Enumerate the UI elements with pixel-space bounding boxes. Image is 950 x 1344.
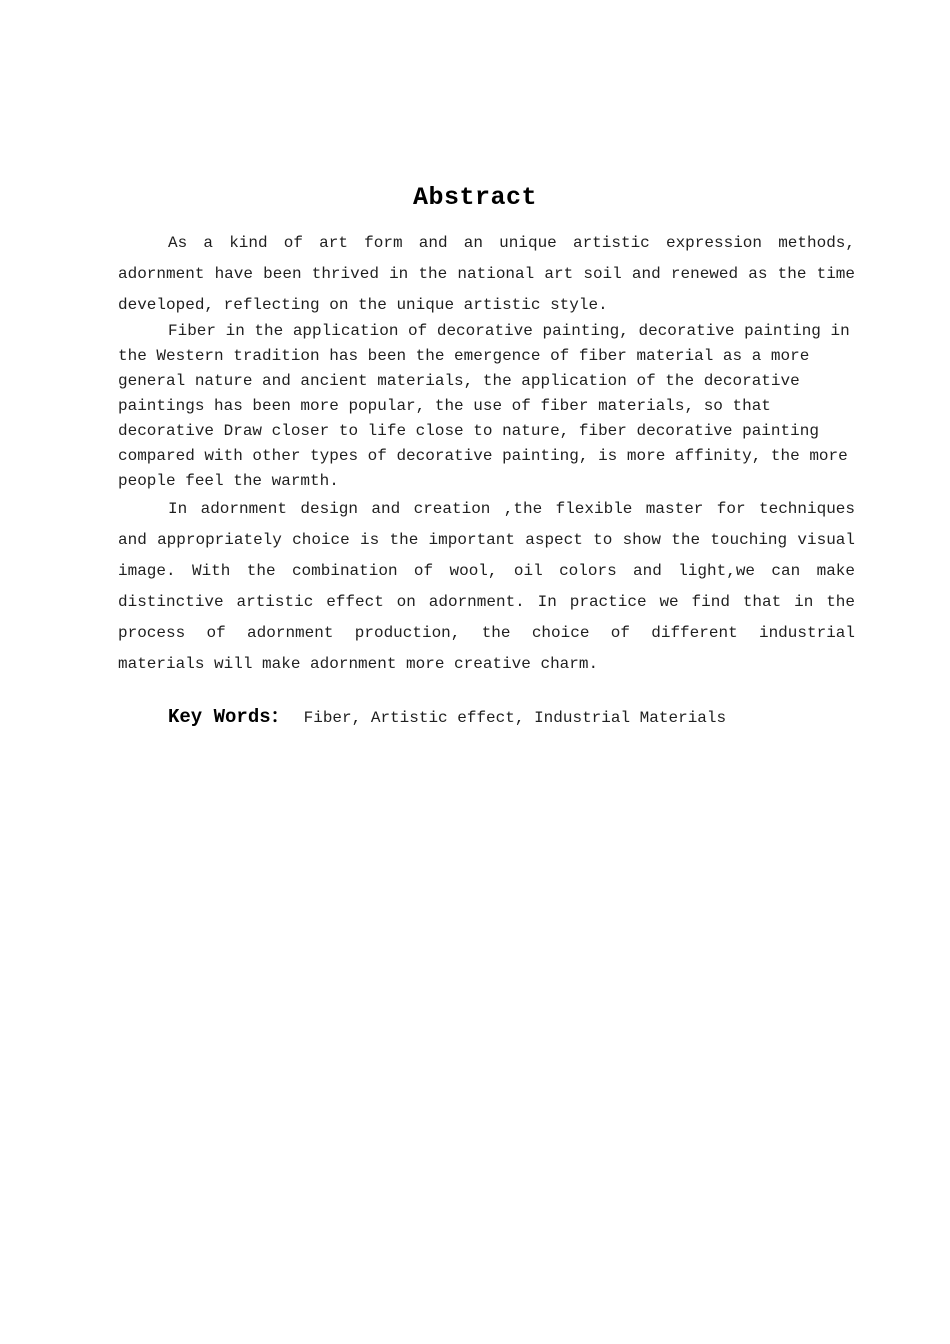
keywords-value: Fiber, Artistic effect, Industrial Materials bbox=[303, 709, 727, 727]
abstract-paragraph-1: As a kind of art form and an unique artistic expression methods, adornment have been thrived in the national art soil and renewed as the time developed, reflecting on the unique artistic style. bbox=[118, 234, 855, 314]
abstract-paragraph-3: In adornment design and creation ,the flexible master for techniques and appropriately choice is the important aspect to show the touching visual image. With the combination of wool, oil colors and light,we can make distinctive artistic effect on adornment. In practice we find that in the process of adornment production, the choice of different industrial materials will make adornment more creative charm. bbox=[118, 500, 855, 673]
abstract-paragraph-2: Fiber in the application of decorative painting, decorative painting in the Western tradition has been the emergence of fiber material as a more general nature and ancient materials, the application of the decorative paintings has been more popular, the use of fiber materials, so that decorative Draw closer to life close to nature, fiber decorative painting compared with other types of decorative painting, is more affinity, the more people feel the warmth. bbox=[118, 322, 850, 490]
keywords-line bbox=[168, 703, 726, 732]
abstract-title: Abstract bbox=[412, 183, 538, 212]
keywords-label: Key Words： bbox=[168, 706, 290, 728]
